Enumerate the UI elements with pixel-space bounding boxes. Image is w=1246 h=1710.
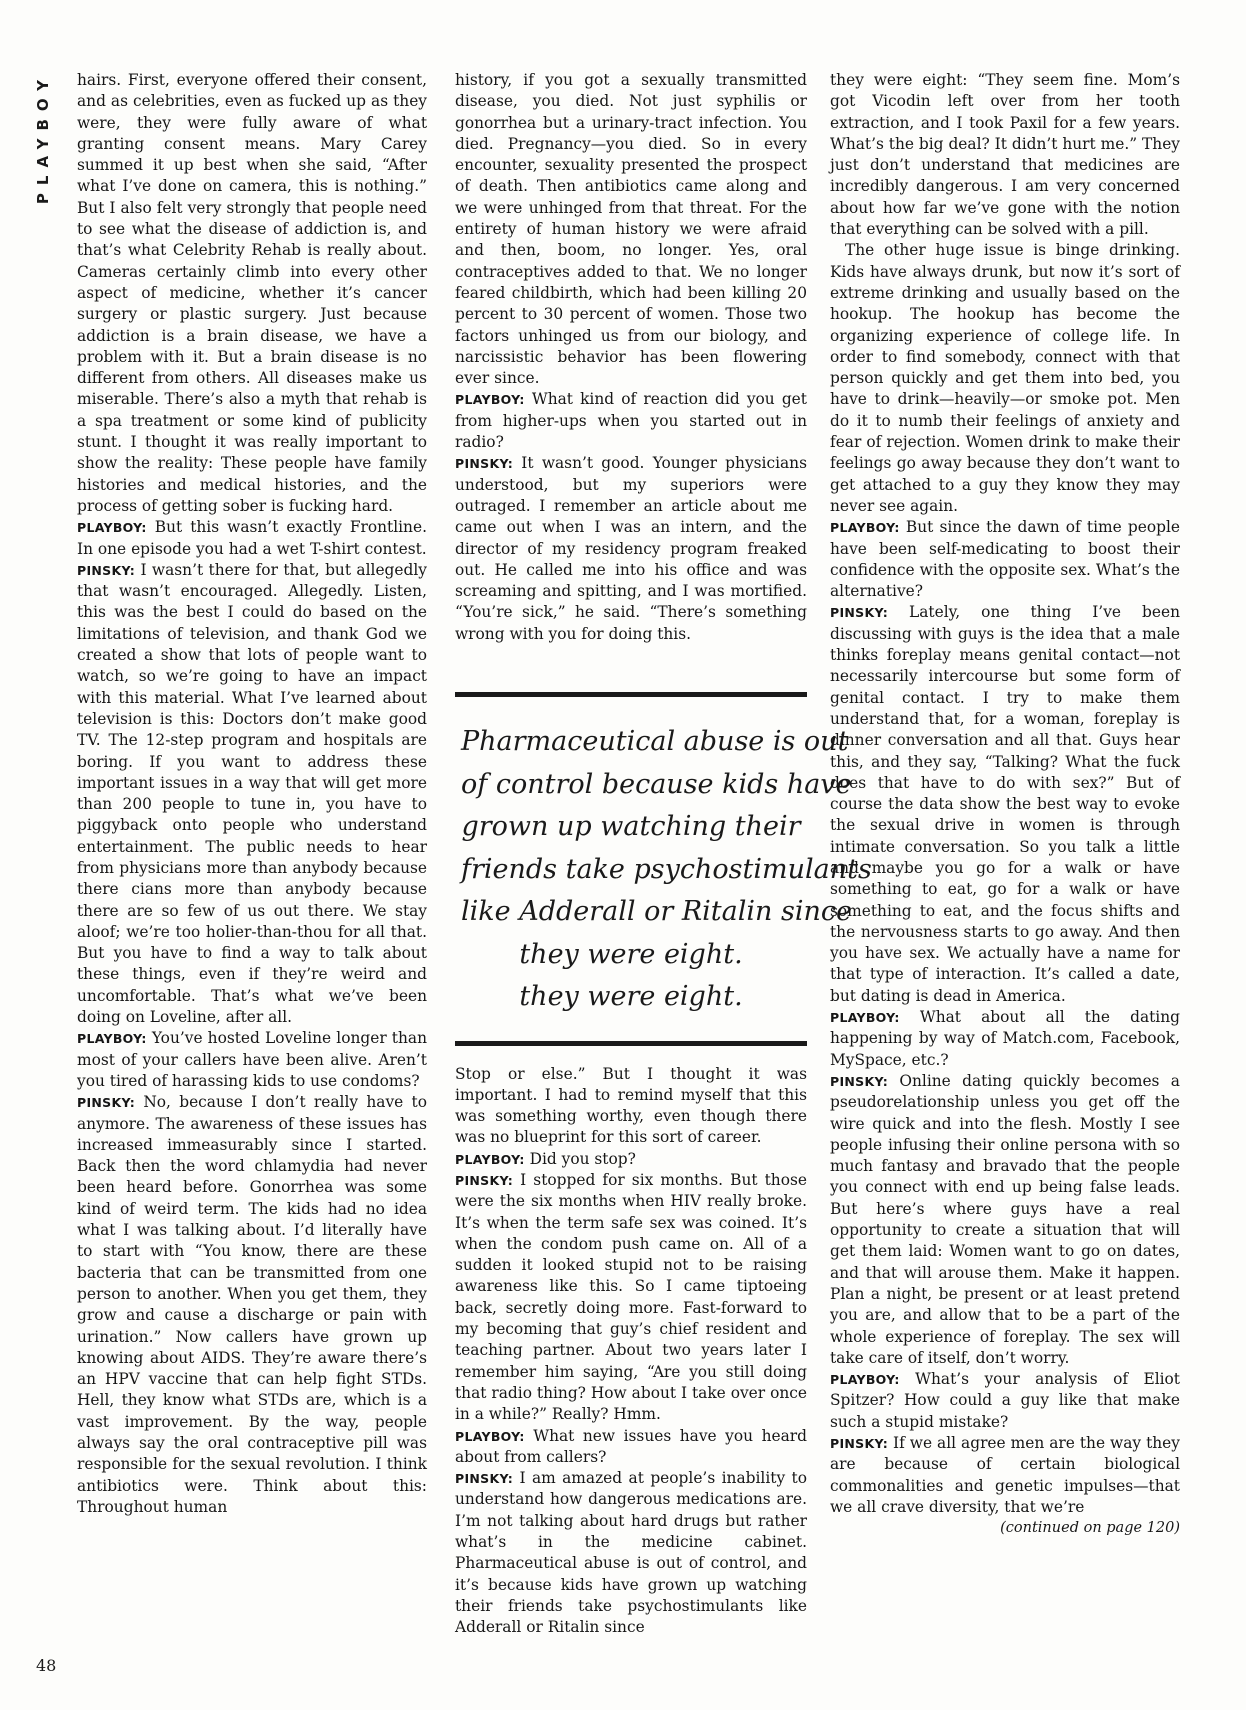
speaker-label: PLAYBOY: [830,520,900,536]
speaker-label: PINSKY: [830,1073,889,1089]
speaker-label: PINSKY: [455,1172,514,1188]
paragraph [77,1028,427,1092]
text-column-2 [455,70,872,1680]
paragraph-text: What about all the dating happening by way of Match.com, Facebook, MySpace, etc.? [830,1008,1180,1069]
paragraph: Stop or else.” But I thought it was important. I had to remind myself that this was something worthy, even though there was no blueprint for this sort of career. [455,1064,807,1147]
paragraph-text: Online dating quickly becomes a pseudorelationship unless you get off the wire quick and into the flesh. Mostly I see people infusing their online persona with so much fantasy and bravado that the people you connect with end up being false leads. But here’s where guys have a real opportunity to create a situation that will get them laid: Women want to go on dates, and that will arouse them. Make it happen. Plan a night, be present or at least pretend you are, and allow that to be a part of the whole experience of foreplay. The sex will take care of itself, don’t worry. [830,1071,1180,1367]
paragraph: they were eight: “They seem fine. Mom’s got Vicodin left over from her tooth extraction, and I took Paxil for a few years. What’s the big deal? It didn’t hurt me.” They just don’t understand that medicines are incredibly dangerous. I am very concerned about how far we’ve gone with the notion that everything can be solved with a pill. [830,71,1180,239]
paragraph [830,517,1180,602]
paragraph [77,1092,427,1518]
paragraph-text: What kind of reaction did you get from higher-ups when you started out in radio? [455,390,807,452]
paragraph-text: Lately, one thing I’ve been discussing with guys is the idea that a male thinks foreplay means genital contact—not necessarily intercourse but some form of genital contact. I try to make them understand that, for a woman, foreplay is dinner conversation and all that. Guys hear this, and they say, “Talking? What the fuck does that have to do with sex?” But of course the data show the best way to evoke the sexual drive in women is through intimate conversation. So you talk a little and maybe you go for a walk or have something to eat, go for a walk or have something to eat, and the focus shifts and the nervousness starts to go away. And then you have sex. We actually have a name for that type of interaction. It’s called a date, but dating is dead in America. [830,603,1180,1005]
paragraph: history, if you got a sexually transmitted disease, you died. Not just syphilis or gonorrhea but a urinary-tract infection. You died. Pregnancy—you died. So in every encounter, sexuality presented the prospect of death. Then antibiotics came along and we were unhinged from that threat. For the entirety of human history we were afraid and then, boom, no longer. Yes, oral contraceptives added to that. We no longer feared childbirth, which had been killing 20 percent to 30 percent of women. Those two factors unhinged us from our biology, and narcissistic behavior has been flowering ever since. [455,71,807,388]
speaker-label: PLAYBOY: [455,1428,525,1444]
paragraph-text: But this wasn’t exactly Frontline. In one episode you had a wet T-shirt contest. [77,518,427,558]
paragraph-text: What’s your analysis of Eliot Spitzer? How could a guy like that make such a stupid mistake? [830,1370,1180,1431]
speaker-label: PLAYBOY: [455,1151,525,1167]
paragraph [455,389,807,453]
paragraph-text: No, because I don’t really have to anymore. The awareness of these issues has increased immeasurably since I started. Back then the word chlamydia had never been heard before. Gonorrhea was some kind of weird term. The kids had no idea what I was talking about. I’d literally have to start with “You know, there are these bacteria that can be transmitted from one person to another. When you get them, they grow and cause a discharge or pain with urination.” Now callers have grown up knowing about AIDS. They’re aware there’s an HPV vaccine that can help fight STDs. Hell, they know what STDs are, which is a vast improvement. By the way, people always say the oral contraceptive pill was responsible for the sexual revolution. I think antibiotics were. Think about this: Throughout human [77,1093,427,1516]
speaker-label: PINSKY: [77,1095,136,1111]
speaker-label: PLAYBOY: [830,1010,900,1026]
paragraph-text: If we all agree men are the way they are because of certain biological commonalities and genetic impulses—that we all crave diversity, that we’re [830,1434,1180,1516]
speaker-label: PINSKY: [830,1436,889,1451]
pull-quote-line: they were eight. [519,938,743,970]
paragraph-text: You’ve hosted Loveline longer than most of your callers have been alive. Aren’t you tired of harassing kids to use condoms? [77,1029,427,1090]
paragraph: hairs. First, everyone offered their consent, and as celebrities, even as fucked up as they were, they were fully aware of what granting consent means. Mary Carey summed it up best when she said, “After what I’ve done on camera, this is nothing.” But I also felt very strongly that people need to see what the disease of addiction is, and that’s what Celebrity Rehab is really about. Cameras certainly climb into every other aspect of medicine, whether it’s cancer surgery or plastic surgery. Just because addiction is a brain disease, we have a problem with it. But a brain disease is no different from others. All diseases make us miserable. There’s also a myth that rehab is a spa treatment or some kind of publicity stunt. I thought it was really important to show the reality: These people have family histories and medical histories, and the process of getting sober is fucking hard. [77,71,427,515]
speaker-label: PLAYBOY: [830,1372,900,1388]
pull-quote-line: they were eight. [519,981,743,1012]
paragraph [455,1149,807,1170]
pull-quote-line: like Adderall or Ritalin since [461,896,852,927]
text-column-1 [77,70,427,1680]
paragraph [455,1426,807,1469]
speaker-label: PINSKY: [77,562,136,578]
paragraph [455,1468,807,1638]
paragraph-text: I am amazed at people’s inability to understand how dangerous medications are. I’m not talking about hard drugs but rather what’s in the medicine cabinet. Pharmaceutical abuse is out of control, and it’s because kids have grown up watching their friends take psychostimulants like Adderall or Ritalin since [455,1469,807,1637]
paragraph [830,1433,1180,1518]
pull-quote-line: of control because kids have [461,768,852,800]
pull-quote-line: Pharmaceutical abuse is out [461,726,849,757]
speaker-label: PINSKY: [455,1471,514,1487]
speaker-label: PLAYBOY: [77,1031,147,1047]
paragraph [77,560,427,1029]
column-2-top-text [455,70,807,680]
speaker-label: PLAYBOY: [455,392,525,408]
paragraph [455,453,807,645]
paragraph [830,1071,1180,1369]
paragraph-text: It wasn’t good. Younger physicians understood, but my superiors were outraged. I remember an article about me came out when I was an intern, and the director of my residency program freaked out. He called me into his office and was screaming and spitting, and I was mortified. “You’re sick,” he said. “There’s something wrong with you for doing this. [455,454,807,643]
paragraph-text: What new issues have you heard about from callers? [455,1426,807,1466]
paragraph-text: I wasn’t there for that, but allegedly that wasn’t encouraged. Allegedly. Listen, this was the best I could do based on the limitations of television, and thank God we created a show that lots of people want to watch, so we’re going to have an impact with this material. What I’ve learned about television is this: Doctors don’t make good TV. The 12-step program and hospitals are boring. If you want to address these important issues in a way that will get more than 200 people to tune in, you have to piggyback onto people who understand entertainment. The public needs to hear from physicians more than anybody because there cians more than anybody because there are so few of us out there. We stay aloof; we’re too holier-than-thou for all that. But you have to find a way to talk about these things, even if they’re weird and uncomfortable. That’s what we’ve been doing on Loveline, after all. [77,560,427,1027]
paragraph-text: Did you stop? [529,1149,636,1168]
pull-quote-line: friends take psychostimulants [461,853,872,885]
paragraph [830,602,1180,1007]
paragraph [830,1369,1180,1433]
continued-on-link[interactable]: (continued on page 120) [1000,1520,1180,1537]
page-number: 48 [36,1656,57,1675]
speaker-label: PINSKY: [455,456,514,472]
text-column-3 [830,70,1180,1680]
speaker-label: PINSKY: [830,605,889,621]
paragraph: The other huge issue is binge drinking. Kids have always drunk, but now it’s sort of extreme drinking and usually based on the hookup. The hookup has become the organizing experience of college life. In order to find somebody, connect with that person quickly and get them into bed, you have to drink—heavily—or smoke pot. Men do it to numb their feelings of anxiety and fear of rejection. Women drink to make their feelings go away because they don’t want to get attached to a guy they know they may never see again. [830,241,1180,515]
paragraph [830,1007,1180,1071]
speaker-label: PLAYBOY: [77,520,147,536]
pull-quote-line: grown up watching their [461,811,801,842]
paragraph [455,1170,807,1426]
paragraph-text: I stopped for six months. But those were the six months when HIV really broke. It’s when the term safe sex was coined. It’s when the condom push came on. All of a sudden it looked stupid not to be raising awareness like this. So I came tiptoeing back, secretly doing more. Fast-forward to my becoming that guy’s chief resident and teaching partner. About two years later I remember him saying, “Are you still doing that radio thing? How about I take over once in a while?” Really? Hmm. [455,1170,807,1424]
magazine-side-label: PLAYBOY [34,72,52,205]
column-2-bottom-text [455,1064,807,1639]
paragraph [77,517,427,560]
paragraph-text: But since the dawn of time people have been self-medicating to boost their confidence with the opposite sex. What’s the alternative? [830,518,1180,601]
